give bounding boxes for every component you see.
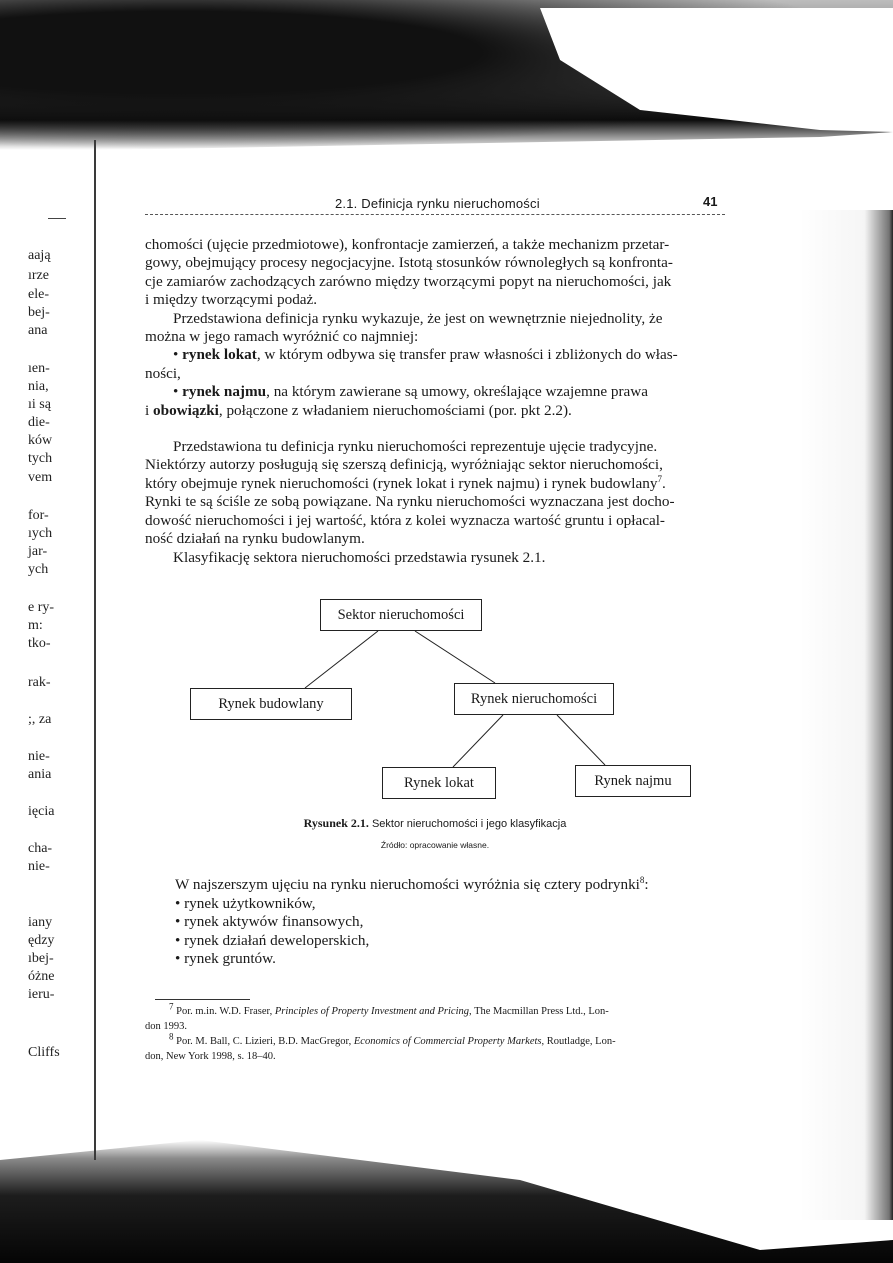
caption-line <box>145 816 725 831</box>
caption-label: Rysunek 2.1. <box>303 816 369 830</box>
page-number: 41 <box>703 194 718 209</box>
list-item: • rynek aktywów finansowych, <box>175 913 364 931</box>
paragraph-line: Niektórzy autorzy posługują się szerszą definicją, wyróżniając sektor nieruchomości, <box>145 456 663 474</box>
node-sektor-nieruchomosci: Sektor nieruchomości <box>320 599 482 631</box>
margin-fragment: tych <box>28 451 53 466</box>
paragraph-line: ności, <box>145 364 181 382</box>
margin-fragment: cha- <box>28 841 53 856</box>
list-intro-text: : <box>644 876 649 893</box>
bullet-text: , w którym odbywa się transfer praw własności i zbliżonych do włas- <box>256 346 678 364</box>
node-rynek-nieruchomosci: Rynek nieruchomości <box>454 683 614 715</box>
margin-fragment: bej- <box>28 305 50 320</box>
margin-fragment: ıbej- <box>28 951 54 966</box>
bullet-item: • rynek lokat, w którym odbywa się transfer praw własności i zbliżonych do włas- <box>173 346 678 364</box>
connector-line <box>415 631 495 683</box>
margin-fragment: for- <box>28 508 49 523</box>
footnote-8 <box>145 1031 725 1049</box>
paragraph-line: i między tworzącymi podaż. <box>145 291 318 309</box>
paragraph-text: który obejmuje rynek nieruchomości (rynek lokat i rynek najmu) i rynek budowlany <box>145 474 658 492</box>
footnote-number: 8 <box>169 1031 174 1042</box>
margin-fragment: rak- <box>28 675 51 690</box>
list-item: • rynek gruntów. <box>175 950 276 968</box>
figure-caption <box>145 816 725 850</box>
margin-fragment: ków <box>28 433 53 448</box>
margin-fragment: iany <box>28 915 53 930</box>
paragraph-line: Przedstawiona tu definicja rynku nieruchomości reprezentuje ujęcie tradycyjne. <box>173 438 658 456</box>
scan-shadow-top <box>0 0 893 150</box>
margin-fragment: ıen- <box>28 361 50 376</box>
node-rynek-lokat: Rynek lokat <box>382 767 496 799</box>
footnote-rule <box>155 999 250 1000</box>
body-text <box>145 236 725 567</box>
margin-fragment: vem <box>28 470 53 485</box>
book-spine-edge <box>94 140 96 1160</box>
footnote-text: Por. m.in. W.D. Fraser, <box>173 1006 275 1017</box>
margin-fragment: nie- <box>28 859 50 874</box>
paragraph-line: ność działań na rynku budowlanym. <box>145 530 365 548</box>
margin-fragment: ıych <box>28 526 53 541</box>
margin-fragment: aają <box>28 248 51 263</box>
connector-line <box>453 715 503 767</box>
margin-fragment: ;, za <box>28 712 52 727</box>
paragraph-line <box>145 475 725 493</box>
footnote-8-cont: don, New York 1998, s. 18–40. <box>145 1051 276 1062</box>
margin-fragment: nie- <box>28 749 50 764</box>
bullet-item: • rynek najmu, na którym zawierane są umowy, określające wzajemne prawa <box>173 383 648 401</box>
footnote-text: , The Macmillan Press Ltd., Lon- <box>469 1006 609 1017</box>
margin-fragment: ana <box>28 323 48 338</box>
running-head <box>145 190 725 220</box>
node-rynek-budowlany: Rynek budowlany <box>190 688 352 720</box>
paragraph-line: chomości (ujęcie przedmiotowe), konfrontacje zamierzeń, a także mechanizm przetar- <box>145 236 670 253</box>
footnotes <box>145 1001 725 1064</box>
caption-text: Sektor nieruchomości i jego klasyfikacja <box>368 818 567 830</box>
margin-rule <box>48 218 66 219</box>
term-rynek-najmu: rynek najmu <box>182 383 267 401</box>
paragraph-line: gowy, obejmujący procesy negocjacyjne. Istotą stosunków równoległych są konfronta- <box>145 254 673 272</box>
margin-fragment: jar- <box>28 544 48 559</box>
term-rynek-lokat: rynek lokat <box>182 346 257 364</box>
connector-line <box>305 631 378 688</box>
footnote-number: 7 <box>169 1001 174 1012</box>
footnote-7 <box>145 1001 725 1019</box>
margin-fragment: ędzy <box>28 933 55 948</box>
term-obowiazki: obowiązki <box>153 401 219 419</box>
margin-fragment: ieru- <box>28 987 55 1002</box>
footnote-text: , Routladge, Lon- <box>541 1036 616 1047</box>
margin-fragment: ania <box>28 767 52 782</box>
list-intro <box>175 876 735 895</box>
paragraph-line: dowość nieruchomości i jej wartość, która z kolei wyznacza wartość gruntu i opłacal- <box>145 511 665 529</box>
submarket-list <box>175 876 735 969</box>
margin-fragment: nia, <box>28 379 49 394</box>
running-head-rule <box>145 214 725 215</box>
paragraph-line: Rynki te są ściśle ze sobą powiązane. Na rynku nieruchomości wyznaczana jest docho- <box>145 493 675 511</box>
list-item: • rynek działań deweloperskich, <box>175 931 370 949</box>
paragraph-line: można w jego ramach wyróżnić co najmniej: <box>145 328 419 346</box>
bullet-text: i <box>145 401 154 419</box>
caption-source: Źródło: opracowanie własne. <box>380 840 490 850</box>
footnote-title: Principles of Property Investment and Pricing <box>274 1006 470 1017</box>
margin-fragment: tko- <box>28 636 51 651</box>
bullet-text: , połączone z władaniem nieruchomościami (por. pkt 2.2). <box>218 401 572 419</box>
running-head-title: 2.1. Definicja rynku nieruchomości <box>335 196 540 211</box>
margin-fragment: ıi są <box>28 397 51 412</box>
margin-fragment: ięcia <box>28 804 55 819</box>
margin-fragment: m: <box>28 618 43 633</box>
footnote-title: Economics of Commercial Property Markets <box>353 1036 542 1047</box>
margin-fragment: ele- <box>28 287 49 302</box>
paragraph-text: . <box>661 474 666 492</box>
paragraph-line <box>145 402 725 420</box>
footnote-ref-8: 8 <box>639 874 645 885</box>
margin-fragment: ych <box>28 562 49 577</box>
margin-fragment: die- <box>28 415 50 430</box>
margin-fragment: e ry- <box>28 600 55 615</box>
footnote-text: Por. M. Ball, C. Lizieri, B.D. MacGregor, <box>173 1036 354 1047</box>
footnote-7-cont: don 1993. <box>145 1021 187 1032</box>
scan-shadow-right <box>798 210 893 1220</box>
sector-classification-diagram <box>145 595 725 835</box>
paragraph-line: Przedstawiona definicja rynku wykazuje, że jest on wewnętrznie niejednolity, że <box>173 309 663 327</box>
list-intro-text: W najszerszym ujęciu na rynku nieruchomości wyróżnia się cztery podrynki <box>175 876 640 893</box>
scan-shadow-bottom <box>0 1140 893 1263</box>
list-item: • rynek użytkowników, <box>175 894 316 912</box>
facing-page-margin <box>22 0 72 1263</box>
bullet-text: , na którym zawierane są umowy, określające wzajemne prawa <box>266 383 648 401</box>
node-rynek-najmu: Rynek najmu <box>575 765 691 797</box>
footnote-ref-7: 7 <box>657 473 662 484</box>
connector-line <box>557 715 605 765</box>
paragraph-line: cje zamiarów zachodzących zarówno między tworzącymi popyt na nieruchomości, jak <box>145 272 672 290</box>
margin-fragment: óżne <box>28 969 55 984</box>
margin-fragment: Cliffs <box>28 1045 60 1060</box>
paragraph-line: Klasyfikację sektora nieruchomości przedstawia rysunek 2.1. <box>173 548 546 566</box>
margin-fragment: ırze <box>28 268 49 283</box>
